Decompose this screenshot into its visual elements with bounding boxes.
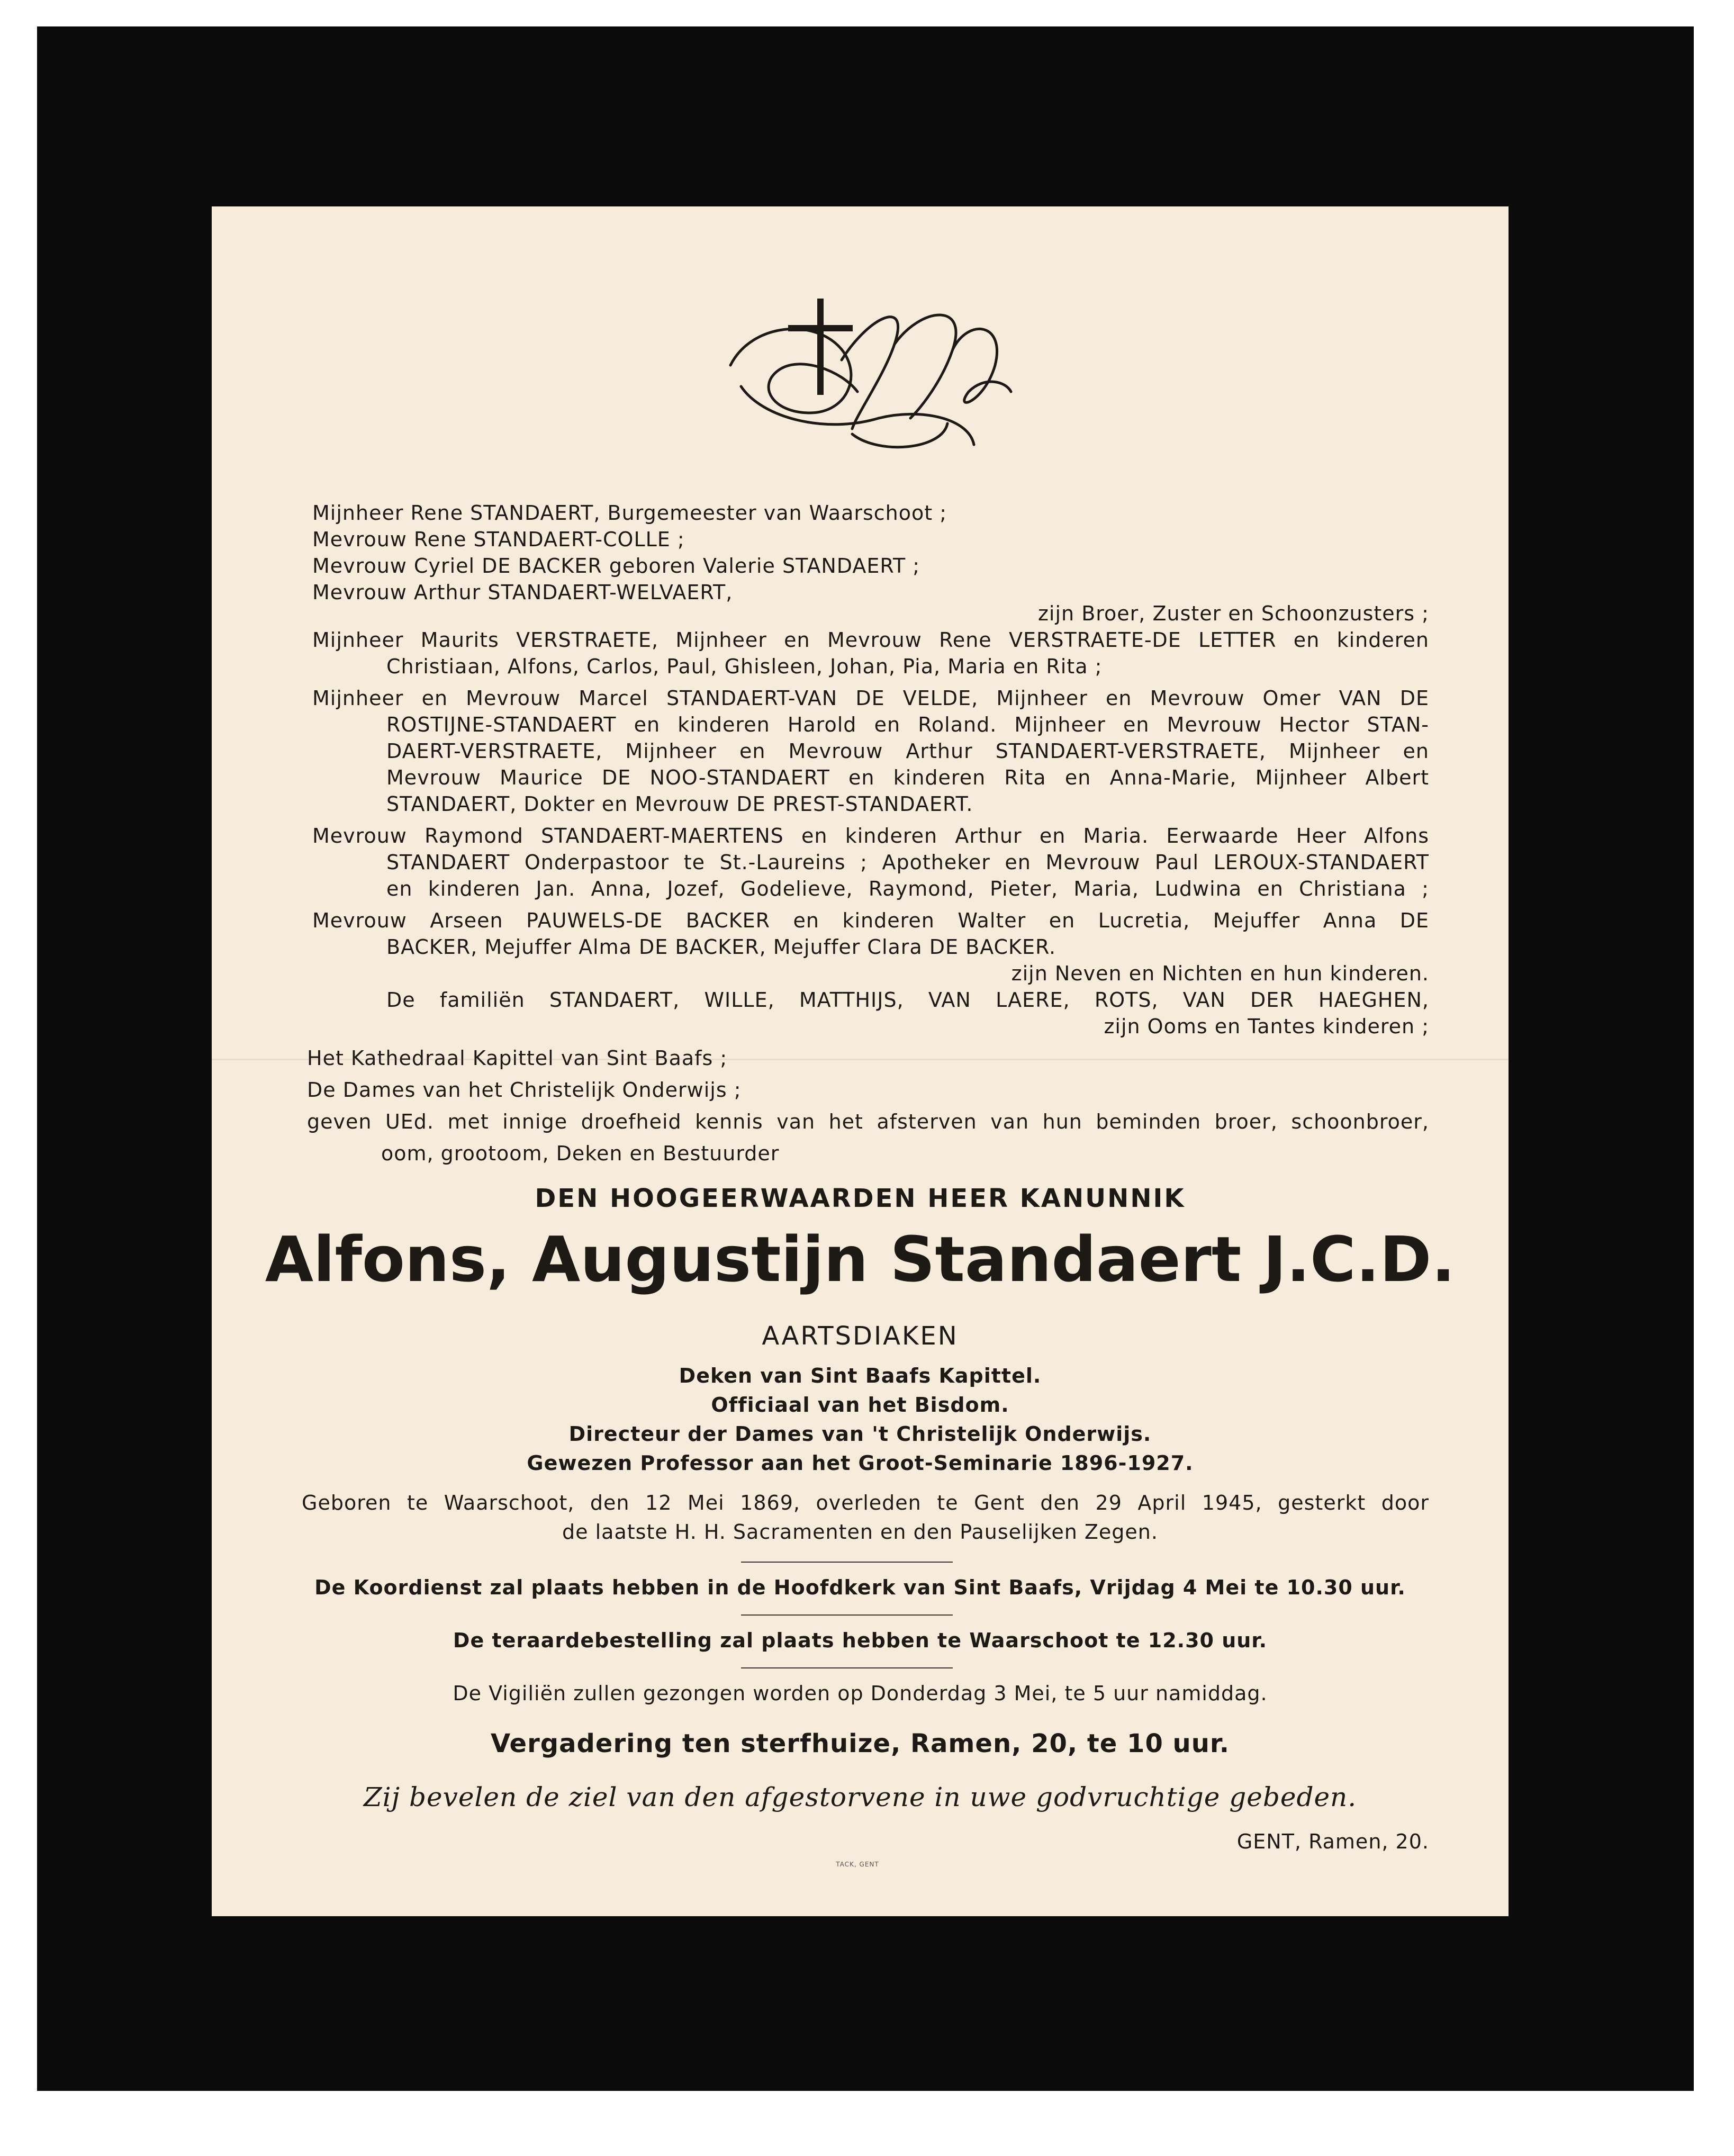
deceased-function: Officiaal van het Bisdom. [711, 1393, 1009, 1417]
deceased-name: Alfons, Augustijn Standaert J.C.D. [265, 1223, 1456, 1296]
prayer-line: Zij bevelen de ziel van den afgestorvene in uwe godvruchtige gebeden. [363, 1782, 1357, 1812]
family-line: De familiën STANDAERT, WILLE, MATTHIJS, VAN LAERE, ROTS, VAN DER HAEGHEN, [386, 988, 1429, 1012]
printer-mark: TACK, GENT [836, 1861, 879, 1868]
address-line: GENT, Ramen, 20. [1236, 1830, 1429, 1853]
family-line: Mijnheer en Mevrouw Marcel STANDAERT-VAN DE VELDE, Mijnheer en Mevrouw Omer VAN DE [312, 687, 1429, 710]
family-line: De Dames van het Christelijk Onderwijs ; [307, 1078, 742, 1102]
deceased-function: Deken van Sint Baafs Kapittel. [679, 1364, 1042, 1387]
divider [741, 1562, 953, 1563]
family-line: Mevrouw Arthur STANDAERT-WELVAERT, [312, 581, 733, 604]
burial-line: De teraardebestelling zal plaats hebben te Waarschoot te 12.30 uur. [453, 1629, 1268, 1652]
divider [741, 1614, 953, 1616]
family-line: ROSTIJNE-STANDAERT en kinderen Harold en Roland. Mijnheer en Mevrouw Hector STAN- [386, 713, 1429, 736]
divider [741, 1667, 953, 1668]
family-line: Het Kathedraal Kapittel van Sint Baafs ; [307, 1047, 728, 1070]
family-relation: zijn Ooms en Tantes kinderen ; [1104, 1015, 1429, 1038]
family-line: Mevrouw Cyriel DE BACKER geboren Valerie STANDAERT ; [312, 554, 920, 578]
announcement-line: geven UEd. met innige droefheid kennis van het afsterven van hun beminden broer, schoonbroer, [307, 1110, 1429, 1133]
family-line: DAERT-VERSTRAETE, Mijnheer en Mevrouw Arthur STANDAERT-VERSTRAETE, Mijnheer en [386, 739, 1429, 763]
cross-monogram-icon [720, 286, 1016, 461]
family-relation: zijn Broer, Zuster en Schoonzusters ; [1037, 602, 1429, 625]
birth-death-line: Geboren te Waarschoot, den 12 Mei 1869, overleden te Gent den 29 April 1945, gesterkt door [302, 1491, 1429, 1514]
family-line: STANDAERT Onderpastoor te St.-Laureins ; Apotheker en Mevrouw Paul LEROUX-STANDAERT [386, 851, 1429, 874]
family-line: Mijnheer Maurits VERSTRAETE, Mijnheer en Mevrouw Rene VERSTRAETE-DE LETTER en kinderen [312, 628, 1429, 652]
deceased-title: AARTSDIAKEN [762, 1321, 959, 1351]
family-line: Christiaan, Alfons, Carlos, Paul, Ghisleen, Johan, Pia, Maria en Rita ; [386, 655, 1103, 678]
deceased-function: Directeur der Dames van 't Christelijk Onderwijs. [568, 1422, 1152, 1446]
family-line: Mevrouw Arseen PAUWELS-DE BACKER en kinderen Walter en Lucretia, Mejuffer Anna DE [312, 909, 1429, 932]
family-line: BACKER, Mejuffer Alma DE BACKER, Mejuffer Clara DE BACKER. [386, 935, 1056, 959]
deceased-heading: DEN HOOGEERWAARDEN HEER KANUNNIK [535, 1184, 1186, 1213]
announcement-line: oom, grootoom, Deken en Bestuurder [381, 1142, 780, 1165]
gathering-line: Vergadering ten sterfhuize, Ramen, 20, te 10 uur. [491, 1729, 1230, 1758]
vigilie-line: De Vigiliën zullen gezongen worden op Donderdag 3 Mei, te 5 uur namiddag. [453, 1682, 1268, 1705]
birth-death-line: de laatste H. H. Sacramenten en den Pauselijken Zegen. [562, 1520, 1158, 1544]
family-line: Mevrouw Rene STANDAERT-COLLE ; [312, 528, 685, 551]
family-line: Mijnheer Rene STANDAERT, Burgemeester van Waarschoot ; [312, 501, 947, 525]
family-line: Mevrouw Maurice DE NOO-STANDAERT en kinderen Rita en Anna-Marie, Mijnheer Albert [386, 766, 1429, 789]
family-line: Mevrouw Raymond STANDAERT-MAERTENS en kinderen Arthur en Maria. Eerwaarde Heer Alfons [312, 824, 1429, 847]
family-line: en kinderen Jan. Anna, Jozef, Godelieve, Raymond, Pieter, Maria, Ludwina en Christiana ; [386, 877, 1429, 900]
family-line: STANDAERT, Dokter en Mevrouw DE PREST-STANDAERT. [386, 792, 973, 816]
family-relation: zijn Neven en Nichten en hun kinderen. [1011, 962, 1429, 985]
koordienst-line: De Koordienst zal plaats hebben in de Hoofdkerk van Sint Baafs, Vrijdag 4 Mei te 10.30 uur. [314, 1576, 1406, 1599]
deceased-function: Gewezen Professor aan het Groot-Seminarie 1896-1927. [527, 1451, 1194, 1475]
death-notice-card [212, 206, 1509, 1916]
